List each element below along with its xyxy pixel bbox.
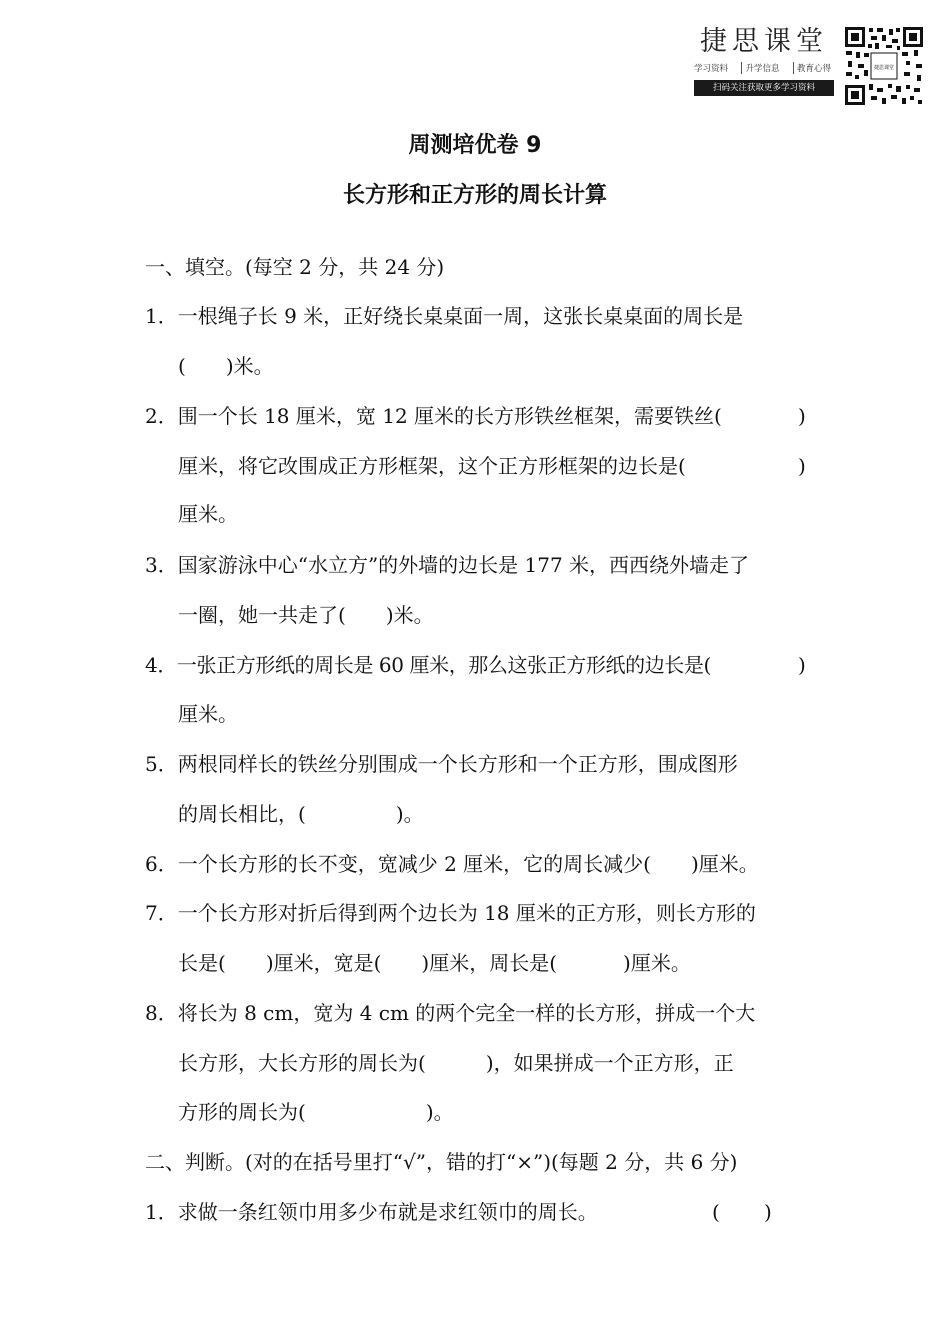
paren-close: ) — [798, 404, 806, 428]
brand-logo: 捷思课堂 — [700, 26, 828, 57]
qr-center-label: 捷思课堂 — [873, 65, 895, 71]
brand-block — [694, 26, 834, 96]
answer-prefix: 一圈，她一共走了( — [178, 603, 346, 627]
paren-open: ( — [178, 354, 186, 378]
section-2-heading: 二、判断。(对的在括号里打“√”，错的打“×”)(每题 2 分，共 6 分) — [145, 1150, 738, 1174]
answer-prefix: 的周长相比，( — [178, 802, 306, 826]
page-subtitle: 长方形和正方形的周长计算 — [342, 183, 607, 208]
answer-prefix: 长方形，大长方形的周长为( — [178, 1051, 426, 1075]
question-5-line-2 — [178, 800, 424, 828]
question-8-line-2 — [178, 1049, 734, 1077]
question-text: 6．一个长方形的长不变，宽减少 2 厘米，它的周长减少( — [145, 852, 651, 876]
question-2-line-2: 厘米，将它改围成正方形框架，这个正方形框架的边长是( — [178, 454, 686, 478]
answer-segment: )厘米，宽是( — [265, 951, 382, 975]
brand-tags — [694, 62, 834, 74]
judgment-question-1: 1．求做一条红领巾用多少布就是求红领巾的周长。 — [145, 1200, 598, 1224]
question-7-line-1: 7．一个长方形对折后得到两个边长为 18 厘米的正方形，则长方形的 — [145, 901, 756, 925]
question-1-line-1: 1．一根绳子长 9 米，正好绕长桌桌面一周，这张长桌桌面的周长是 — [145, 304, 744, 328]
question-4-line-2: 厘米。 — [178, 702, 238, 726]
page-title: 周测培优卷 9 — [408, 133, 542, 158]
answer-prefix: 长是( — [178, 951, 226, 975]
question-8-line-3 — [178, 1098, 454, 1126]
answer-suffix: )米。 — [225, 354, 274, 378]
answer-suffix: )厘米。 — [623, 951, 691, 975]
question-3-line-1: 3．国家游泳中心“水立方”的外墙的边长是 177 米，西西绕外墙走了 — [145, 553, 750, 577]
question-2-line-1: 2．围一个长 18 厘米，宽 12 厘米的长方形铁丝框架，需要铁丝( — [145, 404, 722, 428]
answer-suffix: )，如果拼成一个正方形，正 — [485, 1051, 734, 1075]
question-4-line-1: 4．一张正方形纸的周长是 60 厘米，那么这张正方形纸的边长是( — [145, 653, 711, 677]
answer-prefix: 方形的周长为( — [178, 1100, 306, 1124]
brand-tag: 学习资料 — [694, 64, 729, 74]
brand-tag: 升学信息 — [741, 62, 782, 74]
section-1-heading: 一、填空。(每空 2 分，共 24 分) — [145, 255, 445, 279]
answer-segment: )厘米，周长是( — [421, 951, 558, 975]
answer-suffix: )米。 — [385, 603, 434, 627]
paren-close: ) — [798, 454, 806, 478]
question-1-line-2 — [178, 352, 274, 380]
paren-open: ( — [712, 1200, 720, 1224]
qr-code-icon[interactable] — [844, 26, 924, 106]
question-8-line-1: 8．将长为 8 cm，宽为 4 cm 的两个完全一样的长方形，拼成一个大 — [145, 1001, 756, 1025]
question-2-line-3: 厘米。 — [178, 502, 238, 526]
question-7-line-2 — [178, 949, 691, 977]
paren-close: ) — [798, 653, 806, 677]
question-3-line-2 — [178, 601, 434, 629]
brand-tag: 教育心得 — [793, 62, 834, 74]
answer-suffix: )厘米。 — [690, 852, 759, 876]
brand-bar: 扫码关注获取更多学习资料 — [694, 80, 834, 96]
paren-close: ) — [764, 1200, 772, 1224]
answer-suffix: )。 — [425, 1100, 454, 1124]
question-6-line-1 — [145, 850, 759, 878]
answer-suffix: )。 — [395, 802, 424, 826]
question-5-line-1: 5．两根同样长的铁丝分别围成一个长方形和一个正方形，围成图形 — [145, 752, 738, 776]
